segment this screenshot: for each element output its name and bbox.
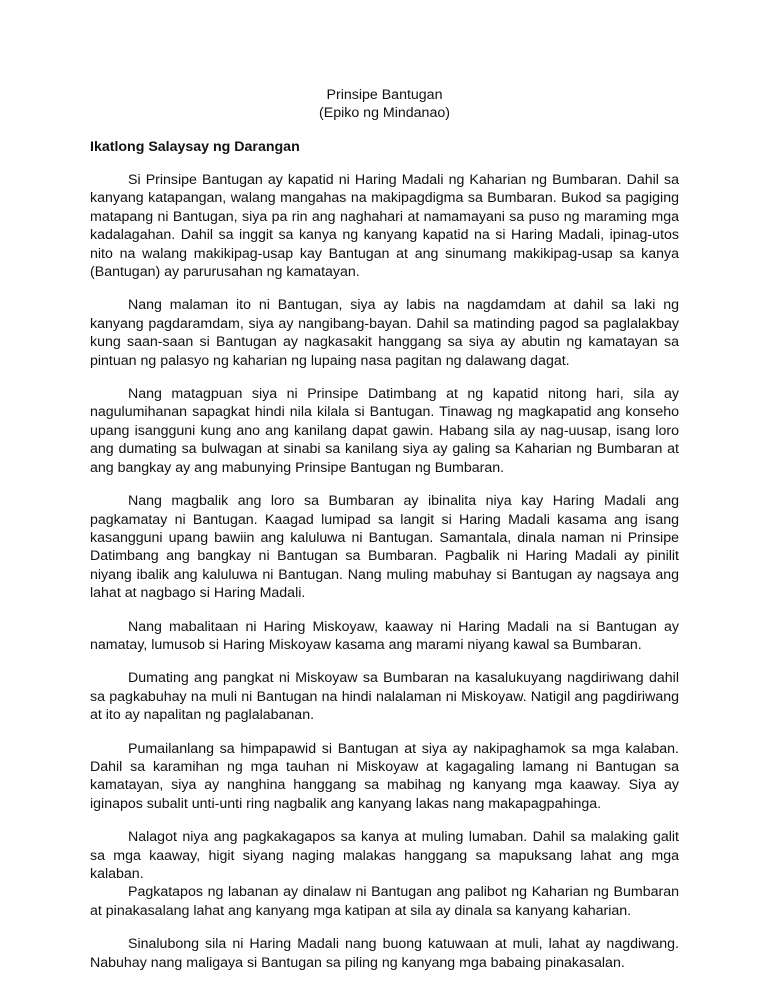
paragraph-2: Nang malaman ito ni Bantugan, siya ay labis na nagdamdam at dahil sa laki ng kanyang pagdaramdam, siya ay nangibang-bayan. Dahil sa matinding pagod sa paglalakbay kung saan-saan si Bantugan ay nagkasakit hanggang sa siya ay abutin ng kamatayan sa pintuan ng palasyo ng kaharian ng lupaing nasa pagitan ng dalawang dagat.	[90, 297, 679, 369]
paragraph-8: Nalagot niya ang pagkakagapos sa kanya at muling lumaban. Dahil sa malaking galit sa mga kaaway, higit siyang naging malakas hanggang sa mapuksang lahat ang mga kalaban.	[90, 829, 679, 882]
paragraph-4: Nang magbalik ang loro sa Bumbaran ay ibinalita niya kay Haring Madali ang pagkamatay ni Bantugan. Kaagad lumipad sa langit si Haring Madali kasama ang isang kasangguni upang bawiin ang kaluluwa ni Bantugan. Samantala, dinala naman ni Prinsipe Datimbang ang bangkay ni Bantugan sa Bumbaran. Pagbalik ni Haring Madali ay pinilit niyang ibalik ang kaluluwa ni Bantugan. Nang muling mabuhay si Bantugan ay nagsaya ang lahat at nagbago si Haring Madali.	[90, 493, 679, 602]
paragraph-1: Si Prinsipe Bantugan ay kapatid ni Haring Madali ng Kaharian ng Bumbaran. Dahil sa kanyang katapangan, walang mangahas na makipagdigma sa Bumbaran. Bukod sa pagiging matapang ni Bantugan, siya pa rin ang naghahari at namamayani sa puso ng maraming mga kadalagahan. Dahil sa inggit sa kanya ng kanyang kapatid na si Haring Madali, ipinag-utos nito na walang makikipag-usap kay Bantugan at ang sinumang makikipag-usap sa kanya (Bantugan) ay parurusahan ng kamatayan.	[90, 172, 679, 281]
paragraph-5: Nang mabalitaan ni Haring Miskoyaw, kaaway ni Haring Madali na si Bantugan ay namatay, lumusob si Haring Miskoyaw kasama ang marami niyang kawal sa Bumbaran.	[90, 618, 679, 653]
document-subtitle: (Epiko ng Mindanao)	[319, 105, 450, 121]
section-heading: Ikatlong Salaysay ng Darangan	[90, 139, 300, 155]
paragraph-10: Sinalubong sila ni Haring Madali nang buong katuwaan at muli, lahat ay nagdiwang. Nabuhay nang maligaya si Bantugan sa piling ng kanyang mga babaing pinakasalan.	[90, 936, 679, 971]
paragraph-6: Dumating ang pangkat ni Miskoyaw sa Bumbaran na kasalukuyang nagdiriwang dahil sa pagkabuhay na muli ni Bantugan na hindi nalalaman ni Miskoyaw. Natigil ang pagdiriwang at ito ay napalitan ng paglalabanan.	[90, 670, 679, 724]
paragraph-3: Nang matagpuan siya ni Prinsipe Datimbang at ng kapatid nitong hari, sila ay nagulumihanan sapagkat hindi nila kilala si Bantugan. Tinawag ng magkapatid ang konseho upang isangguni kung ano ang kanilang dapat gawin. Habang sila ay nag-uusap, isang loro ang dumating sa bulwagan at sinabi sa kanilang siya ay galing sa Kaharian ng Bumbaran at ang bangkay ay ang mabunying Prinsipe Bantugan ng Bumbaran.	[90, 386, 679, 476]
paragraph-7: Pumailanlang sa himpapawid si Bantugan at siya ay nakipaghamok sa mga kalaban. Dahil sa karamihan ng mga tauhan ni Miskoyaw at kagagaling lamang ni Bantugan sa kamatayan, siya ay nanghina hanggang sa mabihag ng kanyang mga kaaway. Siya ay iginapos subalit unti-unti ring nagbalik ang kanyang lakas nang makapagpahinga.	[90, 740, 679, 812]
document-title: Prinsipe Bantugan	[326, 87, 443, 103]
paragraph-9: Pagkatapos ng labanan ay dinalaw ni Bantugan ang palibot ng Kaharian ng Bumbaran at pinakasalang lahat ang kanyang mga katipan at sila ay dinala sa kanyang kaharian.	[90, 884, 679, 919]
